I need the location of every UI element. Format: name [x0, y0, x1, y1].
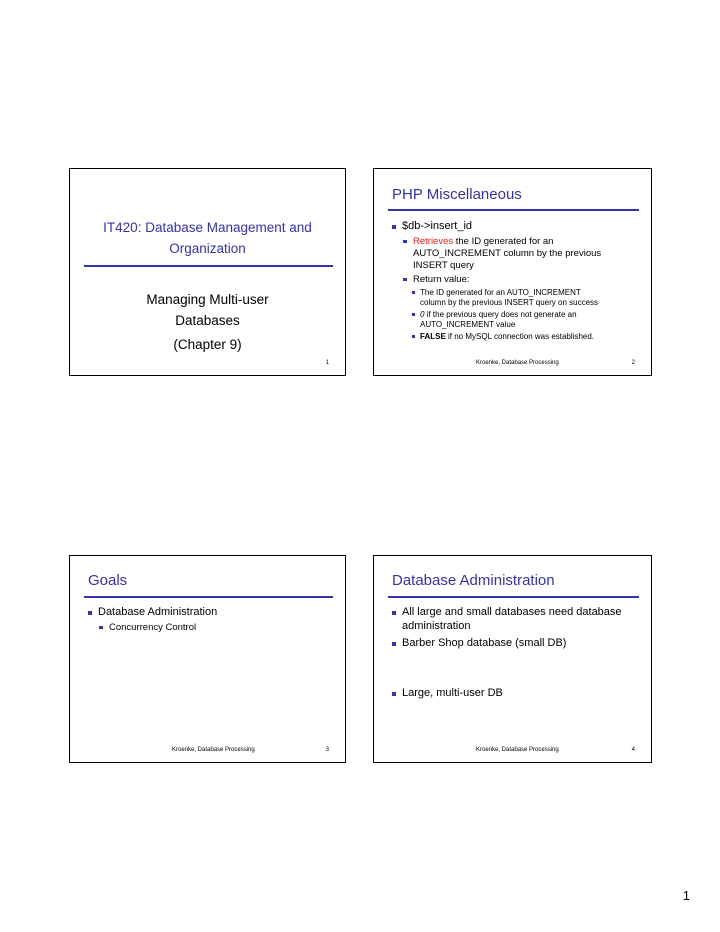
page-number: 4 — [631, 747, 635, 753]
title-rule — [84, 265, 333, 267]
sub-bullet-item: Return value: — [392, 274, 637, 286]
bullet-item: $db->insert_id — [392, 220, 637, 234]
sub-sub-bullet-item: The ID generated for an AUTO_INCREMENT column by the previous INSERT query on success — [392, 288, 637, 308]
title-rule — [84, 596, 333, 598]
page-number: 3 — [325, 747, 329, 753]
bullet-marker — [99, 626, 103, 630]
bullet-item: Database Administration — [88, 606, 331, 620]
bullet-item: Barber Shop database (small DB) — [392, 637, 637, 651]
slide-3 — [69, 555, 346, 763]
slide-title: Database Administration — [392, 572, 555, 589]
bullet-list — [88, 606, 331, 634]
sub-sub-bullet-item: 0 if the previous query does not generate an AUTO_INCREMENT value — [392, 310, 637, 330]
slide-4 — [373, 555, 652, 763]
title-rule — [388, 596, 639, 598]
slide-1 — [69, 168, 346, 376]
footer-text: Kroenke, Database Processing — [172, 747, 255, 753]
bullet-item: Large, multi-user DB — [392, 687, 637, 701]
subtitle-line: Managing Multi-user — [146, 292, 269, 307]
slide-1-title — [70, 217, 345, 259]
title-rule — [388, 209, 639, 211]
bullet-list — [392, 220, 637, 342]
slide-title: PHP Miscellaneous — [392, 186, 522, 203]
bullet-marker — [412, 335, 415, 338]
page-number: 2 — [631, 360, 635, 366]
bullet-marker — [412, 313, 415, 316]
bullet-list — [392, 606, 637, 700]
footer-text: Kroenke, Database Processing — [476, 747, 559, 753]
sub-sub-bullet-item: FALSE if no MySQL connection was established. — [392, 332, 637, 342]
slide-2 — [373, 168, 652, 376]
bullet-marker — [412, 291, 415, 294]
page-number: 1 — [325, 360, 329, 366]
footer-text: Kroenke, Database Processing — [476, 360, 559, 366]
subtitle-line: Databases — [175, 313, 240, 328]
bullet-marker — [392, 225, 396, 229]
bullet-marker — [403, 278, 407, 282]
subtitle-line: (Chapter 9) — [173, 337, 242, 352]
bullet-marker — [392, 611, 396, 615]
sub-bullet-item: Concurrency Control — [88, 622, 331, 634]
bullet-marker — [88, 611, 92, 615]
slide-1-subtitle — [70, 289, 345, 355]
document-page-number: 1 — [682, 888, 690, 903]
title-line: Organization — [169, 241, 246, 256]
sub-bullet-item: Retrieves the ID generated for an AUTO_INCREMENT column by the previous INSERT query — [392, 236, 637, 272]
bullet-item: All large and small databases need database administration — [392, 606, 637, 633]
bullet-marker — [392, 692, 396, 696]
title-line: IT420: Database Management and — [103, 220, 312, 235]
bullet-marker — [392, 642, 396, 646]
bullet-marker — [403, 240, 407, 244]
slide-title: Goals — [88, 572, 128, 589]
